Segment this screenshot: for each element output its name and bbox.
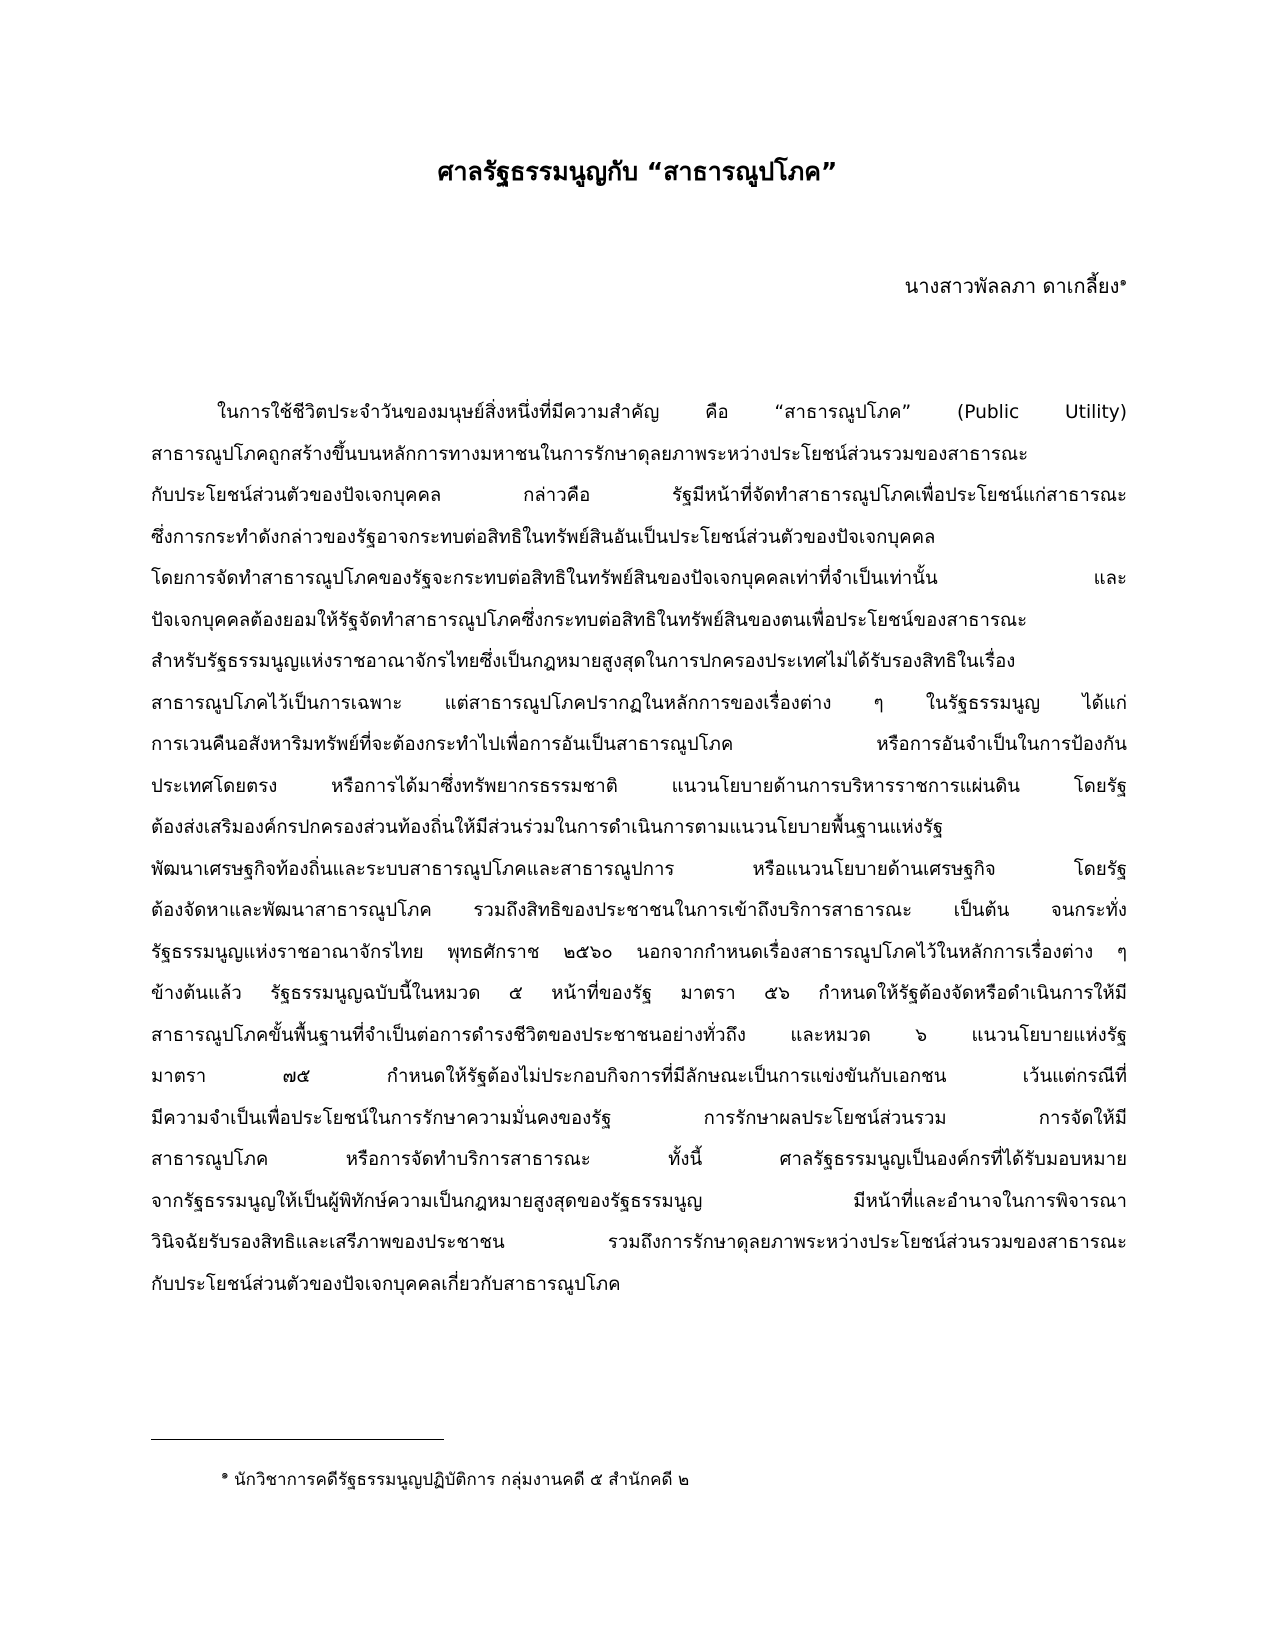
paragraph-line: มาตรา ๗๕ กำหนดให้รัฐต้องไม่ประกอบกิจการที่มีลักษณะเป็นการแข่งขันกับเอกชน เว้นแต่กรณีที่ — [151, 1066, 1127, 1087]
paragraph-line: สาธารณูปโภคถูกสร้างขึ้นบนหลักการทางมหาชนในการรักษาดุลยภาพระหว่างประโยชน์ส่วนรวมของสาธารณะ — [151, 443, 1029, 465]
footnote — [221, 1466, 689, 1494]
paragraph-line: จากรัฐธรรมนูญให้เป็นผู้พิทักษ์ความเป็นกฎหมายสูงสุดของรัฐธรรมนูญ มีหน้าที่และอำนาจในการพิจารณา — [151, 1190, 1127, 1212]
paragraph-line: รัฐธรรมนูญแห่งราชอาณาจักรไทย พุทธศักราช ๒๕๖๐ นอกจากกำหนดเรื่องสาธารณูปโภคไว้ในหลักการเรื่องต่าง ๆ — [151, 941, 1127, 963]
author-footnote-marker[interactable]: ๑ — [1119, 274, 1127, 289]
footnote-separator — [151, 1439, 444, 1440]
author-line — [905, 270, 1127, 302]
paragraph-line: กับประโยชน์ส่วนตัวของปัจเจกบุคคล กล่าวคือ รัฐมีหน้าที่จัดทำสาธารณูปโภคเพื่อประโยชน์แก่สาธารณะ — [151, 485, 1127, 506]
paragraph-line: ต้องจัดหาและพัฒนาสาธารณูปโภค รวมถึงสิทธิของประชาชนในการเข้าถึงบริการสาธารณะ เป็นต้น จนกระทั่ง — [151, 900, 1127, 921]
author-name: นางสาวพัลลภา ดาเกลี้ยง — [904, 274, 1120, 298]
paragraph-line: สาธารณูปโภคไว้เป็นการเฉพาะ แต่สาธารณูปโภคปรากฏในหลักการของเรื่องต่าง ๆ ในรัฐธรรมนูญ ได้แก่ — [151, 692, 1127, 714]
body-paragraph — [151, 392, 1127, 1305]
paragraph-line: ปัจเจกบุคคลต้องยอมให้รัฐจัดทำสาธารณูปโภคซึ่งกระทบต่อสิทธิในทรัพย์สินของตนเพื่อประโยชน์ของสาธารณะ — [151, 609, 1028, 631]
paragraph-line: วินิจฉัยรับรองสิทธิและเสรีภาพของประชาชน รวมถึงการรักษาดุลยภาพระหว่างประโยชน์ส่วนรวมของสาธารณะ — [151, 1232, 1127, 1253]
paragraph-line: สาธารณูปโภคขั้นพื้นฐานที่จำเป็นต่อการดำรงชีวิตของประชาชนอย่างทั่วถึง และหมวด ๖ แนวนโยบายแห่งรัฐ — [151, 1024, 1127, 1046]
paragraph-line: กับประโยชน์ส่วนตัวของปัจเจกบุคคลเกี่ยวกับสาธารณูปโภค — [151, 1273, 621, 1295]
paragraph-line: สำหรับรัฐธรรมนูญแห่งราชอาณาจักรไทยซึ่งเป็นกฎหมายสูงสุดในการปกครองประเทศไม่ได้รับรองสิทธิในเรื่อง — [151, 651, 1016, 672]
footnote-text: นักวิชาการคดีรัฐธรรมนูญปฏิบัติการ กลุ่มงานคดี ๕ สำนักคดี ๒ — [234, 1470, 690, 1490]
footnote-marker: ๑ — [221, 1467, 229, 1482]
paragraph-line: โดยการจัดทำสาธารณูปโภคของรัฐจะกระทบต่อสิทธิในทรัพย์สินของปัจเจกบุคคลเท่าที่จำเป็นเท่านั้น และ — [151, 568, 1127, 589]
paragraph-line: ข้างต้นแล้ว รัฐธรรมนูญฉบับนี้ในหมวด ๕ หน้าที่ของรัฐ มาตรา ๕๖ กำหนดให้รัฐต้องจัดหรือดำเนินการให้มี — [151, 983, 1127, 1004]
document-title: ศาลรัฐธรรมนูญกับ “สาธารณูปโภค” — [437, 157, 838, 186]
paragraph-line: การเวนคืนอสังหาริมทรัพย์ที่จะต้องกระทำไปเพื่อการอันเป็นสาธารณูปโภค หรือการอันจำเป็นในการป้องกัน — [151, 734, 1127, 755]
paragraph-line: มีความจำเป็นเพื่อประโยชน์ในการรักษาความมั่นคงของรัฐ การรักษาผลประโยชน์ส่วนรวม การจัดให้มี — [151, 1107, 1127, 1129]
paragraph-line: สาธารณูปโภค หรือการจัดทำบริการสาธารณะ ทั้งนี้ ศาลรัฐธรรมนูญเป็นองค์กรที่ได้รับมอบหมาย — [151, 1149, 1127, 1170]
paragraph-line: ในการใช้ชีวิตประจำวันของมนุษย์สิ่งหนึ่งที่มีความสำคัญ คือ “สาธารณูปโภค” (Public Utility) — [217, 402, 1127, 423]
paragraph-line: พัฒนาเศรษฐกิจท้องถิ่นและระบบสาธารณูปโภคและสาธารณูปการ หรือแนวนโยบายด้านเศรษฐกิจ โดยรัฐ — [151, 858, 1127, 880]
paragraph-line: ต้องส่งเสริมองค์กรปกครองส่วนท้องถิ่นให้มีส่วนร่วมในการดำเนินการตามแนวนโยบายพื้นฐานแห่งรัฐ — [151, 817, 944, 838]
paragraph-line: ซึ่งการกระทำดังกล่าวของรัฐอาจกระทบต่อสิทธิในทรัพย์สินอันเป็นประโยชน์ส่วนตัวของปัจเจกบุคคล — [151, 526, 936, 548]
paragraph-line: ประเทศโดยตรง หรือการได้มาซึ่งทรัพยากรธรรมชาติ แนวนโยบายด้านการบริหารราชการแผ่นดิน โดยรัฐ — [151, 775, 1127, 797]
